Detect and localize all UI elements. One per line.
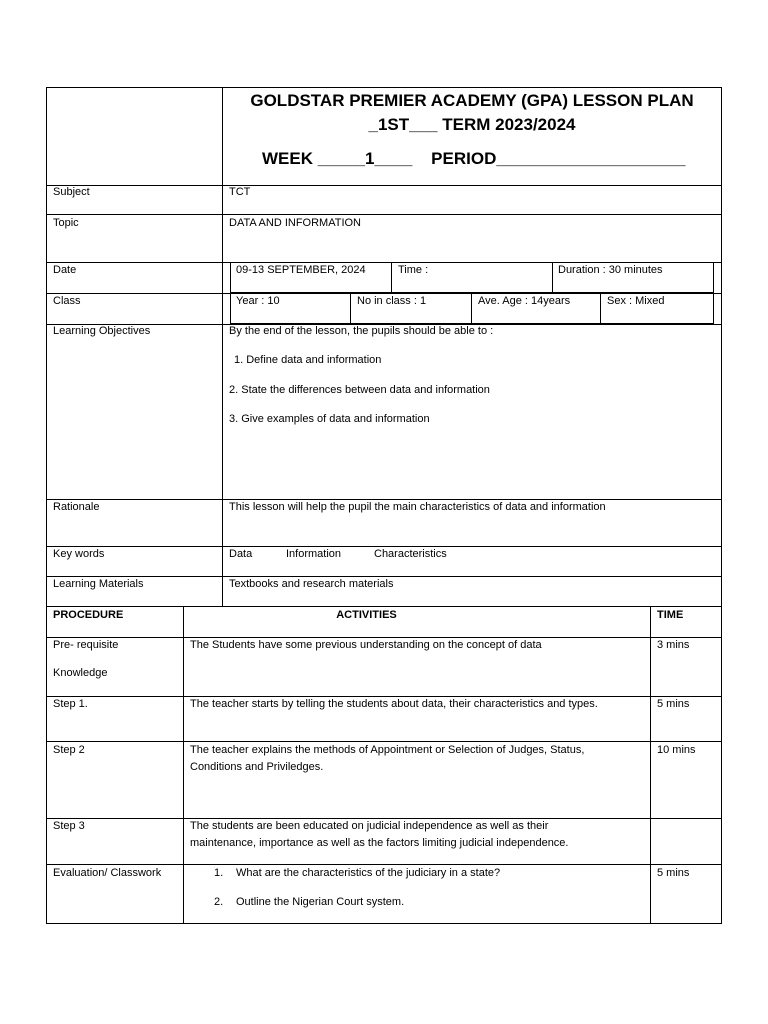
prereq-label-2: Knowledge xyxy=(53,667,108,679)
prereq-activity: The Students have some previous understanding on the concept of data xyxy=(190,639,542,651)
topic-label: Topic xyxy=(53,217,79,229)
evaluation-item-text: Outline the Nigerian Court system. xyxy=(236,896,405,908)
sex-value: Sex : Mixed xyxy=(607,295,665,307)
keywords-label: Key words xyxy=(53,548,105,560)
prereq-time: 3 mins xyxy=(657,639,690,651)
rationale-label: Rationale xyxy=(53,501,100,513)
step2-label: Step 2 xyxy=(53,744,85,756)
objective-item: 3. Give examples of data and information xyxy=(229,413,430,425)
row-divider xyxy=(46,741,722,742)
time-value: Time : xyxy=(398,264,429,276)
keyword: Characteristics xyxy=(374,548,447,560)
step2-activity-2: Conditions and Priviledges. xyxy=(190,761,324,773)
objective-item: 2. State the differences between data and information xyxy=(229,384,490,396)
cell-divider xyxy=(350,293,351,324)
objective-item: 1. Define data and information xyxy=(234,354,382,366)
column-divider xyxy=(183,606,184,924)
activities-header: ACTIVITIES xyxy=(336,609,397,621)
term-title: _1ST___ TERM 2023/2024 xyxy=(368,115,576,134)
step3-activity: The students are been educated on judicial independence as well as their xyxy=(190,820,549,832)
step3-activity-2: maintenance, importance as well as the factors limiting judicial independence. xyxy=(190,837,569,849)
date-label: Date xyxy=(53,264,77,276)
column-divider xyxy=(222,87,223,606)
objectives-label: Learning Objectives xyxy=(53,325,151,337)
step1-label: Step 1. xyxy=(53,698,88,710)
materials-label: Learning Materials xyxy=(53,578,144,590)
cell-divider xyxy=(391,262,392,293)
evaluation-item-number: 2. xyxy=(214,896,224,908)
column-divider xyxy=(650,606,651,924)
objectives-intro: By the end of the lesson, the pupils should be able to : xyxy=(229,325,494,337)
age-value: Ave. Age : 14years xyxy=(478,295,571,307)
evaluation-item-number: 1. xyxy=(214,867,224,879)
week-period-line: WEEK _____1____ PERIOD____________________ xyxy=(262,149,686,168)
year-value: Year : 10 xyxy=(236,295,280,307)
cell-divider xyxy=(471,293,472,324)
cell-divider xyxy=(552,262,553,293)
date-value: 09-13 SEPTEMBER, 2024 xyxy=(236,264,366,276)
time-header: TIME xyxy=(657,609,684,621)
no-in-class-value: No in class : 1 xyxy=(357,295,427,307)
step2-time: 10 mins xyxy=(657,744,696,756)
step1-time: 5 mins xyxy=(657,698,690,710)
row-divider xyxy=(46,214,722,215)
subject-value: TCT xyxy=(229,186,251,198)
step3-label: Step 3 xyxy=(53,820,85,832)
evaluation-item-text: What are the characteristics of the judiciary in a state? xyxy=(236,867,501,879)
evaluation-label: Evaluation/ Classwork xyxy=(53,867,162,879)
row-divider xyxy=(46,864,722,865)
cell-divider xyxy=(600,293,601,324)
row-divider xyxy=(46,606,722,607)
procedure-header: PROCEDURE xyxy=(53,609,124,621)
prereq-label: Pre- requisite xyxy=(53,639,119,651)
step1-activity: The teacher starts by telling the students about data, their characteristics and types. xyxy=(190,698,598,710)
school-title: GOLDSTAR PREMIER ACADEMY (GPA) LESSON PLAN xyxy=(250,91,694,110)
keyword: Data xyxy=(229,548,253,560)
step2-activity: The teacher explains the methods of Appointment or Selection of Judges, Status, xyxy=(190,744,585,756)
duration-value: Duration : 30 minutes xyxy=(558,264,663,276)
materials-value: Textbooks and research materials xyxy=(229,578,394,590)
evaluation-time: 5 mins xyxy=(657,867,690,879)
rationale-value: This lesson will help the pupil the main characteristics of data and information xyxy=(229,501,606,513)
keyword: Information xyxy=(286,548,342,560)
subject-label: Subject xyxy=(53,186,90,198)
row-divider xyxy=(46,185,722,186)
class-label: Class xyxy=(53,295,81,307)
topic-value: DATA AND INFORMATION xyxy=(229,217,362,229)
